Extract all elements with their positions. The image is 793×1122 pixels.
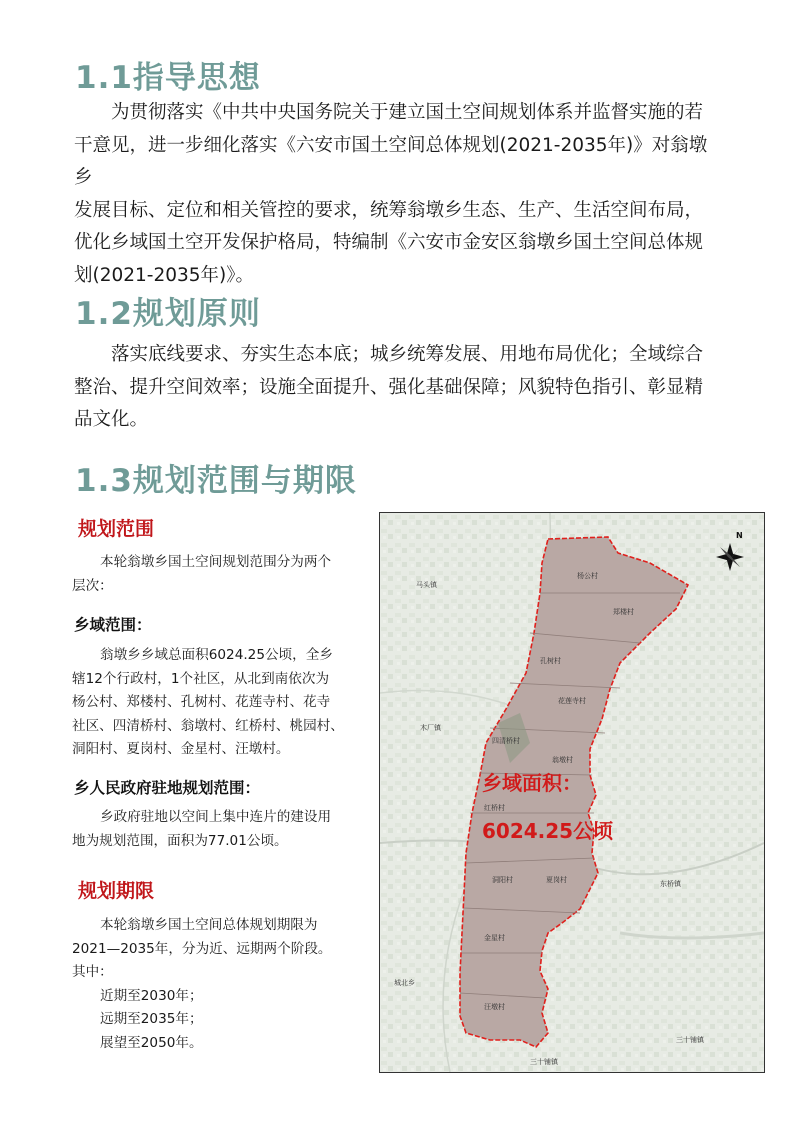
village-label: 翁墩村 [552, 756, 573, 764]
town-label: 三十铺镇 [530, 1058, 558, 1066]
text-line: 近期至2030年； [100, 987, 203, 1004]
text-line: 社区、四清桥村、翁墩村、红桥村、桃园村、 [72, 717, 344, 734]
village-label: 夏岗村 [546, 876, 567, 884]
period-text [72, 914, 364, 1056]
heading-guiding-ideology: 1.1指导思想 [75, 60, 261, 96]
village-label: 花莲寺村 [558, 697, 586, 705]
text-line: 本轮翁墩乡国土空间总体规划期限为 [100, 917, 318, 933]
text-line: 落实底线要求、夯实生态本底；城乡统筹发展、用地布局优化；全域综合 [111, 344, 704, 365]
text-line: 2021—2035年，分为近、远期两个阶段。 [72, 940, 332, 957]
town-label: 城北乡 [394, 979, 415, 987]
scope-heading: 规划范围 [78, 518, 155, 540]
village-label: 杨公村 [577, 572, 598, 580]
village-label: 金星村 [484, 934, 505, 942]
north-label: N [736, 531, 743, 540]
guiding-ideology-text [74, 97, 724, 292]
text-line: 品文化。 [74, 409, 149, 430]
text-line: 干意见，进一步细化落实《六安市国土空间总体规划(2021-2035年)》对翁墩乡 [74, 134, 708, 188]
town-label: 三十铺镇 [676, 1036, 704, 1044]
text-line: 洞阳村、夏岗村、金星村、汪墩村。 [72, 741, 290, 758]
village-label: 郑楼村 [613, 608, 634, 616]
text-line: 层次： [72, 577, 113, 594]
text-line: 远期至2035年； [100, 1011, 203, 1028]
village-label: 红桥村 [484, 804, 505, 812]
text-line: 本轮翁墩乡国土空间规划范围分为两个 [100, 554, 332, 570]
area-title: 乡域面积： [482, 771, 582, 795]
text-line: 其中： [72, 964, 113, 981]
text-line: 发展目标、定位和相关管控的要求，统筹翁墩乡生态、生产、生活空间布局， [74, 199, 704, 221]
text-line: 乡政府驻地以空间上集中连片的建设用 [100, 809, 332, 825]
village-label: 洞阳村 [492, 876, 513, 884]
period-heading: 规划期限 [78, 880, 155, 902]
text-line: 为贯彻落实《中共中央国务院关于建立国土空间规划体系并监督实施的若 [111, 102, 704, 123]
heading-scope-period: 1.3规划范围与期限 [75, 463, 357, 499]
text-line: 地为规划范围，面积为77.01公顷。 [72, 832, 288, 849]
text-line: 翁墩乡乡域总面积6024.25公顷，全乡 [100, 647, 333, 663]
village-label: 汪墩村 [484, 1003, 505, 1011]
village-label: 四清桥村 [492, 737, 520, 745]
town-label: 马头镇 [416, 581, 437, 589]
text-line: 杨公村、郑楼村、孔树村、花莲寺村、花寺 [72, 694, 331, 711]
area-value: 6024.25公顷 [482, 819, 614, 843]
text-line: 划(2021-2035年)》。 [74, 264, 255, 286]
text-line: 辖12个行政村，1个社区，从北到南依次为 [72, 670, 330, 687]
text-line: 展望至2050年。 [100, 1034, 203, 1051]
scope-text [72, 551, 364, 598]
township-scope-heading: 乡域范围： [74, 616, 152, 634]
heading-planning-principles: 1.2规划原则 [75, 296, 261, 332]
govt-scope-text [72, 806, 364, 853]
north-arrow-icon [708, 531, 752, 579]
town-label: 东桥镇 [660, 880, 681, 888]
govt-scope-heading: 乡人民政府驻地规划范围： [74, 779, 261, 797]
text-line: 整治、提升空间效率；设施全面提升、强化基础保障；风貌特色指引、彰显精 [74, 376, 704, 398]
township-map [379, 512, 765, 1073]
township-scope-text [72, 644, 364, 762]
text-line: 优化乡域国土空开发保护格局，特编制《六安市金安区翁墩乡国土空间总体规 [74, 232, 704, 253]
town-label: 木厂镇 [420, 724, 441, 732]
planning-principles-text [74, 339, 724, 437]
village-label: 孔树村 [540, 657, 561, 665]
